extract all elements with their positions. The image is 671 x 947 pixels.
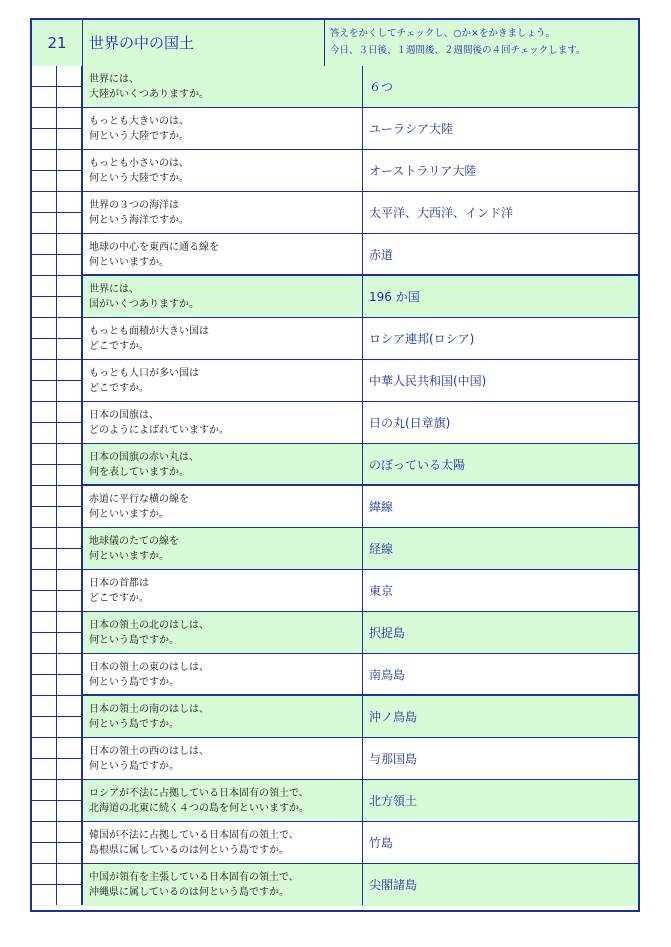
answer-text: 北方領土	[362, 780, 638, 821]
question-text	[82, 318, 362, 359]
question-text	[82, 402, 362, 443]
check-box[interactable]	[32, 276, 57, 296]
check-box[interactable]	[57, 86, 82, 107]
check-box[interactable]	[32, 380, 57, 401]
question-row	[32, 66, 638, 108]
question-line: どこですか。	[89, 383, 149, 394]
answer-text: 東京	[362, 570, 638, 611]
question-row	[32, 108, 638, 150]
question-line: 何という島ですか。	[89, 635, 179, 646]
check-box[interactable]	[57, 654, 82, 674]
question-text	[82, 654, 362, 695]
question-text	[82, 192, 362, 233]
check-box[interactable]	[57, 296, 82, 317]
question-line: 赤道に平行な横の線を	[89, 494, 189, 505]
answer-text: ロシア連邦(ロシア)	[362, 318, 638, 359]
check-box[interactable]	[32, 464, 57, 485]
check-box[interactable]	[57, 842, 82, 863]
question-line: 世界の３つの海洋は	[89, 200, 179, 211]
check-box[interactable]	[32, 780, 57, 800]
check-box[interactable]	[32, 66, 57, 86]
question-row	[32, 780, 638, 822]
question-line: 日本の首都は	[89, 578, 149, 589]
question-row	[32, 150, 638, 192]
question-line: もっとも面積が大きい国は	[89, 326, 209, 337]
check-box[interactable]	[32, 486, 57, 506]
check-box[interactable]	[32, 758, 57, 779]
question-line: 何という島ですか。	[89, 719, 179, 730]
check-box[interactable]	[57, 716, 82, 737]
check-box[interactable]	[32, 696, 57, 716]
check-box[interactable]	[57, 884, 82, 905]
check-box[interactable]	[32, 86, 57, 107]
answer-text: 赤道	[362, 234, 638, 275]
question-text	[82, 234, 362, 275]
check-box[interactable]	[32, 822, 57, 842]
answer-text: オーストラリア大陸	[362, 150, 638, 191]
question-row	[32, 192, 638, 234]
answer-text: 緯線	[362, 486, 638, 527]
question-line: どこですか。	[89, 593, 149, 604]
check-box[interactable]	[57, 590, 82, 611]
check-box[interactable]	[57, 738, 82, 758]
question-text	[82, 66, 362, 107]
answer-text: のぼっている太陽	[362, 444, 638, 485]
check-box[interactable]	[57, 464, 82, 485]
question-line: もっとも大きいのは、	[89, 116, 189, 127]
check-box[interactable]	[57, 234, 82, 254]
question-line: どのようによばれていますか。	[89, 425, 229, 436]
question-line: 地球の中心を東西に通る線を	[89, 242, 219, 253]
answer-text: 尖閣諸島	[362, 864, 638, 905]
question-line: 北海道の北東に続く４つの島を何といいますか。	[89, 803, 309, 814]
question-text	[82, 864, 362, 905]
question-text	[82, 738, 362, 779]
check-box[interactable]	[57, 380, 82, 401]
question-line: 日本の領土の西のはしは、	[89, 746, 209, 757]
answer-text: 太平洋、大西洋、インド洋	[362, 192, 638, 233]
question-line: 日本の領土の北のはしは、	[89, 620, 209, 631]
check-box[interactable]	[32, 590, 57, 611]
question-line: もっとも小さいのは、	[89, 158, 189, 169]
check-box[interactable]	[57, 864, 82, 884]
check-box[interactable]	[57, 108, 82, 128]
question-text	[82, 150, 362, 191]
check-box[interactable]	[57, 360, 82, 380]
question-line: 島根県に属しているのは何という島ですか。	[89, 845, 289, 856]
question-line: 何といいますか。	[89, 551, 169, 562]
check-box[interactable]	[57, 66, 82, 86]
question-line: もっとも人口が多い国は	[89, 368, 199, 379]
check-box[interactable]	[57, 318, 82, 338]
question-text	[82, 696, 362, 737]
check-box[interactable]	[32, 654, 57, 674]
check-box[interactable]	[32, 254, 57, 275]
question-line: 何という大陸ですか。	[89, 173, 189, 184]
question-line: 日本の国旗の赤い丸は、	[89, 452, 199, 463]
check-box[interactable]	[32, 234, 57, 254]
answer-text: ６つ	[362, 66, 638, 107]
question-text	[82, 360, 362, 401]
check-box[interactable]	[32, 716, 57, 737]
check-box[interactable]	[57, 612, 82, 632]
check-box[interactable]	[57, 528, 82, 548]
check-box[interactable]	[32, 632, 57, 653]
check-box[interactable]	[57, 192, 82, 212]
question-line: 世界には、	[89, 74, 139, 85]
answer-text: 与那国島	[362, 738, 638, 779]
question-table	[32, 66, 638, 906]
question-line: 日本の国旗は、	[89, 410, 159, 421]
check-box[interactable]	[57, 128, 82, 149]
question-text	[82, 276, 362, 317]
check-box[interactable]	[32, 548, 57, 569]
instruction-line: 答えをかくしてチェックし、○か×をかきましょう。	[330, 28, 555, 39]
question-line: 何といいますか。	[89, 257, 169, 268]
check-box[interactable]	[57, 758, 82, 779]
lesson-number: 21	[47, 34, 67, 52]
question-row	[32, 318, 638, 360]
question-row	[32, 234, 638, 276]
question-line: 何という大陸ですか。	[89, 131, 189, 142]
answer-text: 経線	[362, 528, 638, 569]
check-box[interactable]	[32, 444, 57, 464]
instruction-line: 今日、３日後、１週間後、２週間後の４回チェックします。	[330, 45, 586, 56]
check-box[interactable]	[57, 150, 82, 170]
question-line: 日本の領土の南のはしは、	[89, 704, 209, 715]
check-box[interactable]	[57, 486, 82, 506]
question-row	[32, 486, 638, 528]
question-text	[82, 822, 362, 863]
check-box[interactable]	[57, 254, 82, 275]
check-box[interactable]	[32, 506, 57, 527]
check-box[interactable]	[57, 570, 82, 590]
check-box[interactable]	[57, 780, 82, 800]
question-line: 国がいくつありますか。	[89, 299, 199, 310]
lesson-title: 世界の中の国土	[82, 20, 324, 66]
check-box[interactable]	[32, 212, 57, 233]
question-row	[32, 864, 638, 906]
check-box[interactable]	[57, 422, 82, 443]
check-box[interactable]	[57, 674, 82, 695]
check-box[interactable]	[57, 632, 82, 653]
question-row	[32, 738, 638, 780]
check-box[interactable]	[32, 108, 57, 128]
question-line: 世界には、	[89, 284, 139, 295]
check-box[interactable]	[32, 296, 57, 317]
check-box[interactable]	[32, 884, 57, 905]
question-line: 沖縄県に属しているのは何という島ですか。	[89, 887, 289, 898]
worksheet	[30, 18, 640, 912]
question-row	[32, 360, 638, 402]
check-box[interactable]	[57, 212, 82, 233]
answer-text: 択捉島	[362, 612, 638, 653]
check-box[interactable]	[57, 276, 82, 296]
answer-text: 日の丸(日章旗)	[362, 402, 638, 443]
question-text	[82, 570, 362, 611]
check-box[interactable]	[32, 318, 57, 338]
check-box[interactable]	[32, 800, 57, 821]
question-line: 何という島ですか。	[89, 761, 179, 772]
question-line: 何という島ですか。	[89, 677, 179, 688]
check-box[interactable]	[57, 548, 82, 569]
check-box[interactable]	[57, 170, 82, 191]
check-box[interactable]	[57, 402, 82, 422]
question-line: 日本の領土の東のはしは、	[89, 662, 209, 673]
question-line: 中国が領有を主張している日本固有の領土で、	[89, 872, 299, 883]
check-box[interactable]	[32, 422, 57, 443]
instructions	[324, 20, 638, 66]
answer-text: 竹島	[362, 822, 638, 863]
question-text	[82, 528, 362, 569]
question-text	[82, 486, 362, 527]
check-box[interactable]	[32, 570, 57, 590]
question-line: 何という海洋ですか。	[89, 215, 189, 226]
question-row	[32, 612, 638, 654]
check-box[interactable]	[32, 528, 57, 548]
question-text	[82, 108, 362, 149]
answer-text: 196 か国	[362, 276, 638, 317]
question-text	[82, 612, 362, 653]
check-box[interactable]	[32, 864, 57, 884]
check-box[interactable]	[32, 150, 57, 170]
question-line: 大陸がいくつありますか。	[89, 89, 209, 100]
question-row	[32, 822, 638, 864]
question-line: 何を表していますか。	[89, 467, 189, 478]
check-box[interactable]	[32, 402, 57, 422]
question-row	[32, 444, 638, 486]
check-box[interactable]	[32, 612, 57, 632]
question-row	[32, 696, 638, 738]
check-box[interactable]	[32, 738, 57, 758]
check-box[interactable]	[32, 192, 57, 212]
check-box[interactable]	[57, 696, 82, 716]
check-box[interactable]	[32, 842, 57, 863]
question-line: どこですか。	[89, 341, 149, 352]
check-box[interactable]	[57, 338, 82, 359]
check-box[interactable]	[32, 674, 57, 695]
question-line: 韓国が不法に占拠している日本固有の領土で、	[89, 830, 299, 841]
worksheet-header	[32, 20, 638, 68]
question-row	[32, 528, 638, 570]
check-box[interactable]	[32, 360, 57, 380]
answer-text: 中華人民共和国(中国)	[362, 360, 638, 401]
check-box[interactable]	[57, 506, 82, 527]
question-text	[82, 780, 362, 821]
check-box[interactable]	[32, 338, 57, 359]
answer-text: ユーラシア大陸	[362, 108, 638, 149]
answer-text: 南鳥島	[362, 654, 638, 695]
answer-text: 沖ノ鳥島	[362, 696, 638, 737]
check-box[interactable]	[57, 800, 82, 821]
question-row	[32, 402, 638, 444]
check-box[interactable]	[57, 444, 82, 464]
question-line: 何といいますか。	[89, 509, 169, 520]
check-box[interactable]	[57, 822, 82, 842]
question-text	[82, 444, 362, 485]
question-line: ロシアが不法に占拠している日本固有の領土で、	[89, 788, 309, 799]
question-row	[32, 654, 638, 696]
question-row	[32, 276, 638, 318]
question-line: 地球儀のたての線を	[89, 536, 179, 547]
check-box[interactable]	[32, 170, 57, 191]
check-box[interactable]	[32, 128, 57, 149]
question-row	[32, 570, 638, 612]
